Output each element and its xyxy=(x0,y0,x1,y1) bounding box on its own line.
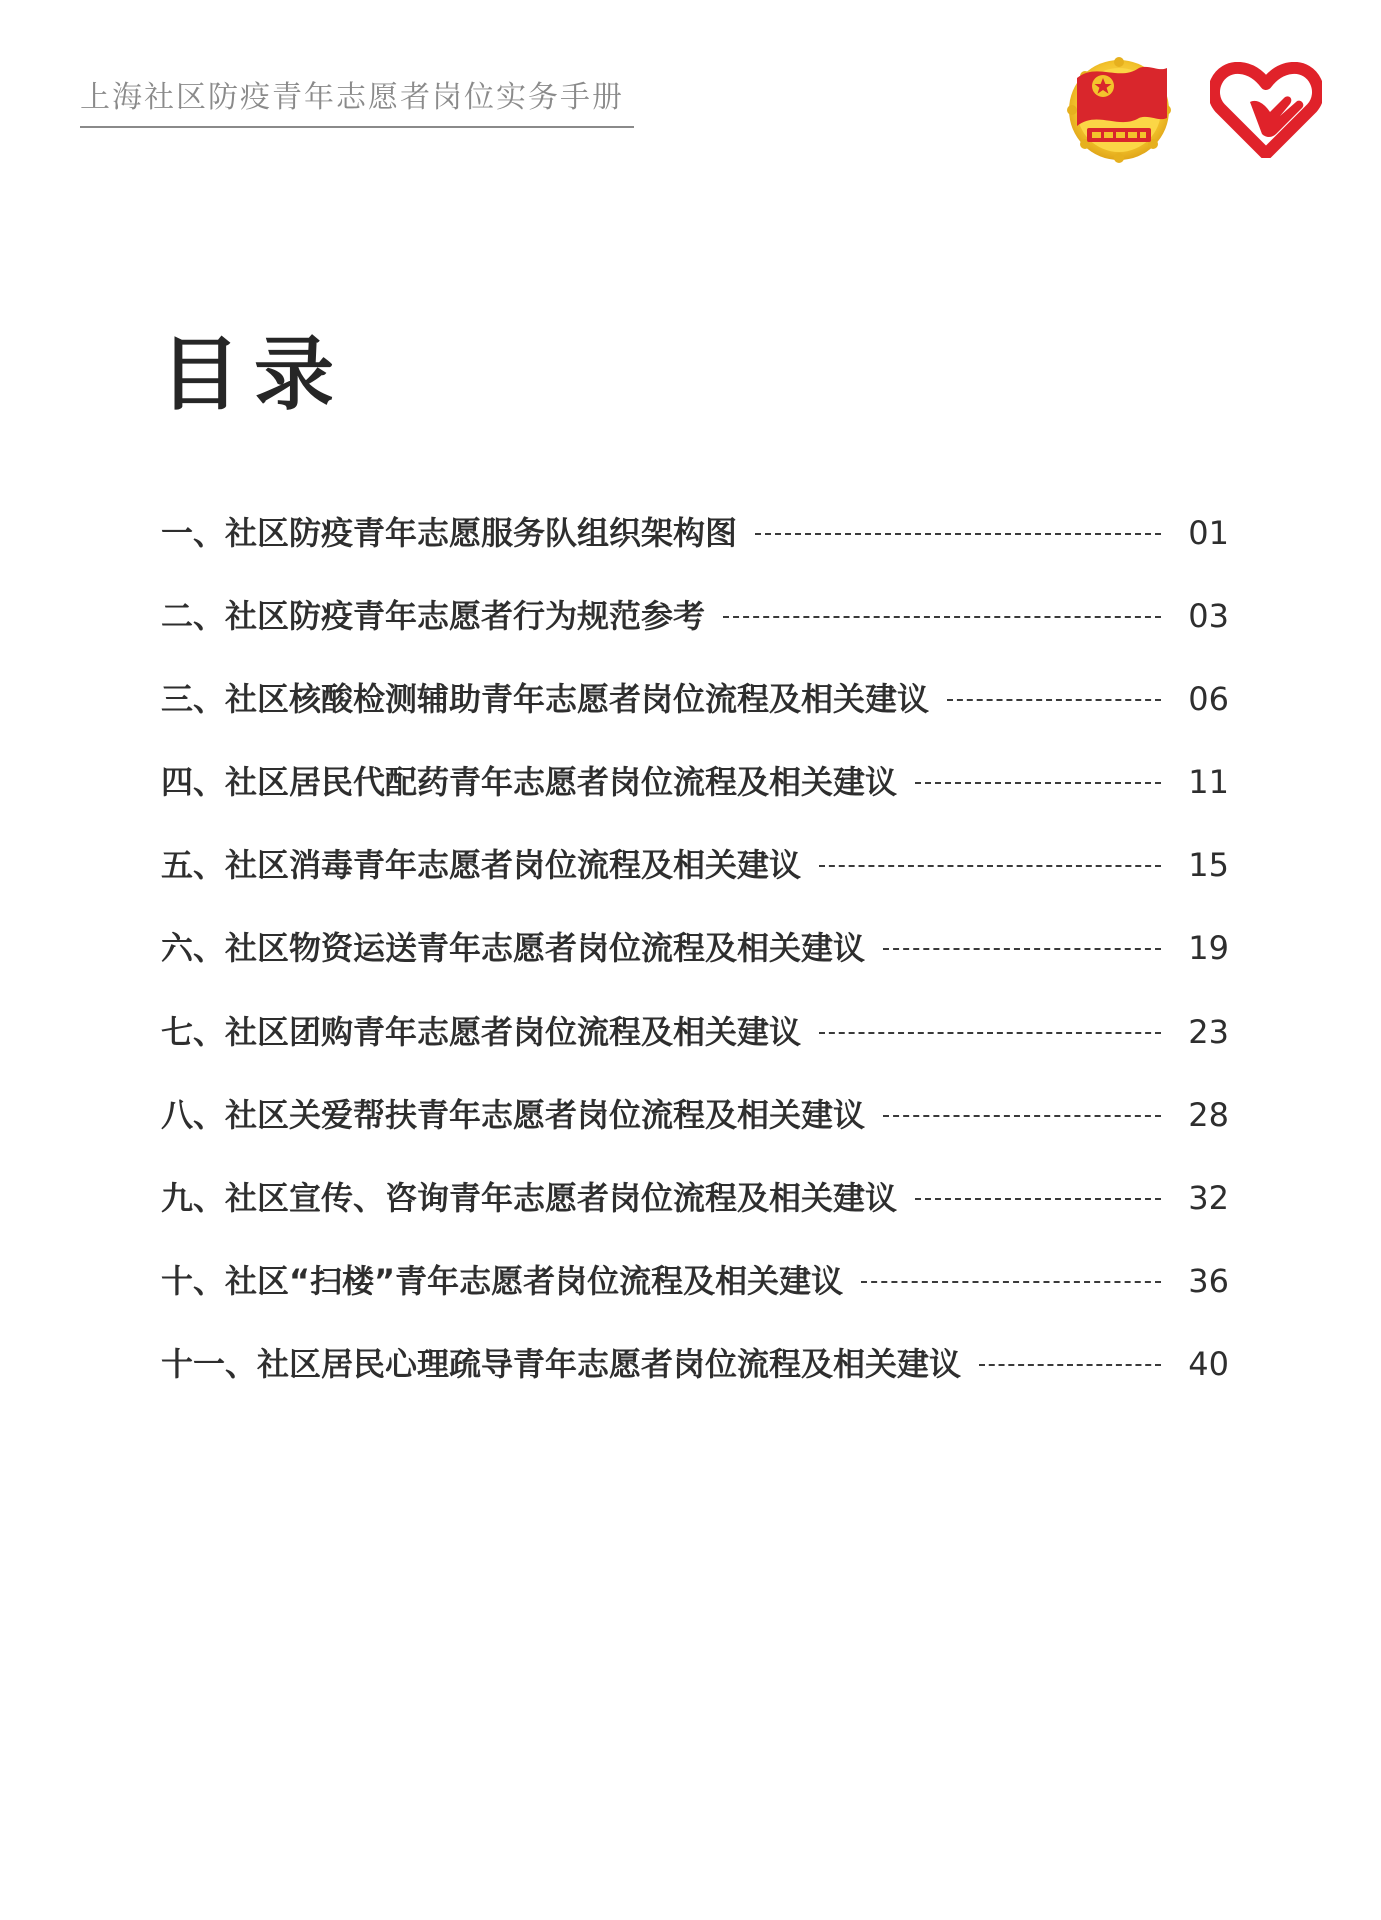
youth-league-emblem-svg xyxy=(1063,52,1175,164)
toc-item-label[interactable]: 一、社区防疫青年志愿服务队组织架构图 xyxy=(161,514,738,552)
toc-item-page[interactable]: 15 xyxy=(1188,846,1229,885)
toc-item-label[interactable]: 二、社区防疫青年志愿者行为规范参考 xyxy=(161,597,706,636)
toc-item-label[interactable]: 八、社区关爱帮扶青年志愿者岗位流程及相关建议 xyxy=(161,1095,866,1134)
toc-item-page[interactable]: 11 xyxy=(1188,763,1229,802)
toc-item[interactable] xyxy=(161,508,1229,591)
dot-leader xyxy=(883,948,1161,950)
page-title: 目录 xyxy=(160,328,348,421)
dot-leader xyxy=(819,865,1161,867)
dot-leader xyxy=(755,533,1161,535)
toc-item-page[interactable]: 36 xyxy=(1188,1261,1229,1300)
toc-item-label[interactable]: 九、社区宣传、咨询青年志愿者岗位流程及相关建议 xyxy=(161,1178,898,1217)
dot-leader xyxy=(915,782,1161,784)
dot-leader xyxy=(819,1032,1161,1034)
dot-leader xyxy=(979,1364,1161,1366)
toc-item-page[interactable]: 19 xyxy=(1188,929,1229,968)
header-divider xyxy=(80,126,634,128)
toc-item-label[interactable]: 四、社区居民代配药青年志愿者岗位流程及相关建议 xyxy=(161,763,898,802)
dot-leader xyxy=(883,1115,1161,1117)
toc-item-label[interactable]: 五、社区消毒青年志愿者岗位流程及相关建议 xyxy=(161,846,802,885)
toc-item-label[interactable]: 十一、社区居民心理疏导青年志愿者岗位流程及相关建议 xyxy=(161,1344,962,1383)
toc-item-page[interactable]: 01 xyxy=(1188,514,1229,552)
toc-item[interactable] xyxy=(161,1173,1229,1256)
toc-item-page[interactable]: 28 xyxy=(1188,1095,1229,1134)
dot-leader xyxy=(915,1198,1161,1200)
toc-item[interactable] xyxy=(161,591,1229,674)
toc-item-page[interactable]: 23 xyxy=(1188,1012,1229,1051)
toc-item[interactable] xyxy=(161,757,1229,840)
toc-item-label[interactable]: 六、社区物资运送青年志愿者岗位流程及相关建议 xyxy=(161,929,866,968)
toc-item[interactable] xyxy=(161,1007,1229,1090)
toc-item-page[interactable]: 06 xyxy=(1188,680,1229,719)
dot-leader xyxy=(947,699,1161,701)
volunteer-heart-logo-icon xyxy=(1210,62,1322,158)
dot-leader xyxy=(861,1281,1161,1283)
toc-item[interactable] xyxy=(161,1256,1229,1339)
toc-item-page[interactable]: 40 xyxy=(1188,1344,1229,1383)
manual-title: 上海社区防疫青年志愿者岗位实务手册 xyxy=(80,80,624,115)
dot-leader xyxy=(723,616,1161,618)
toc-item[interactable] xyxy=(161,674,1229,757)
toc-item[interactable] xyxy=(161,840,1229,923)
toc-item-page[interactable]: 32 xyxy=(1188,1178,1229,1217)
toc-item-label[interactable]: 七、社区团购青年志愿者岗位流程及相关建议 xyxy=(161,1012,802,1051)
toc-item[interactable] xyxy=(161,1339,1229,1422)
youth-league-emblem-icon xyxy=(1063,52,1175,164)
volunteer-heart-svg xyxy=(1210,62,1322,158)
toc-item-label[interactable]: 十、社区“扫楼”青年志愿者岗位流程及相关建议 xyxy=(161,1261,844,1300)
toc-item[interactable] xyxy=(161,1090,1229,1173)
table-of-contents xyxy=(161,508,1229,1422)
toc-item-page[interactable]: 03 xyxy=(1188,597,1229,636)
toc-item-label[interactable]: 三、社区核酸检测辅助青年志愿者岗位流程及相关建议 xyxy=(161,680,930,719)
toc-item[interactable] xyxy=(161,923,1229,1006)
